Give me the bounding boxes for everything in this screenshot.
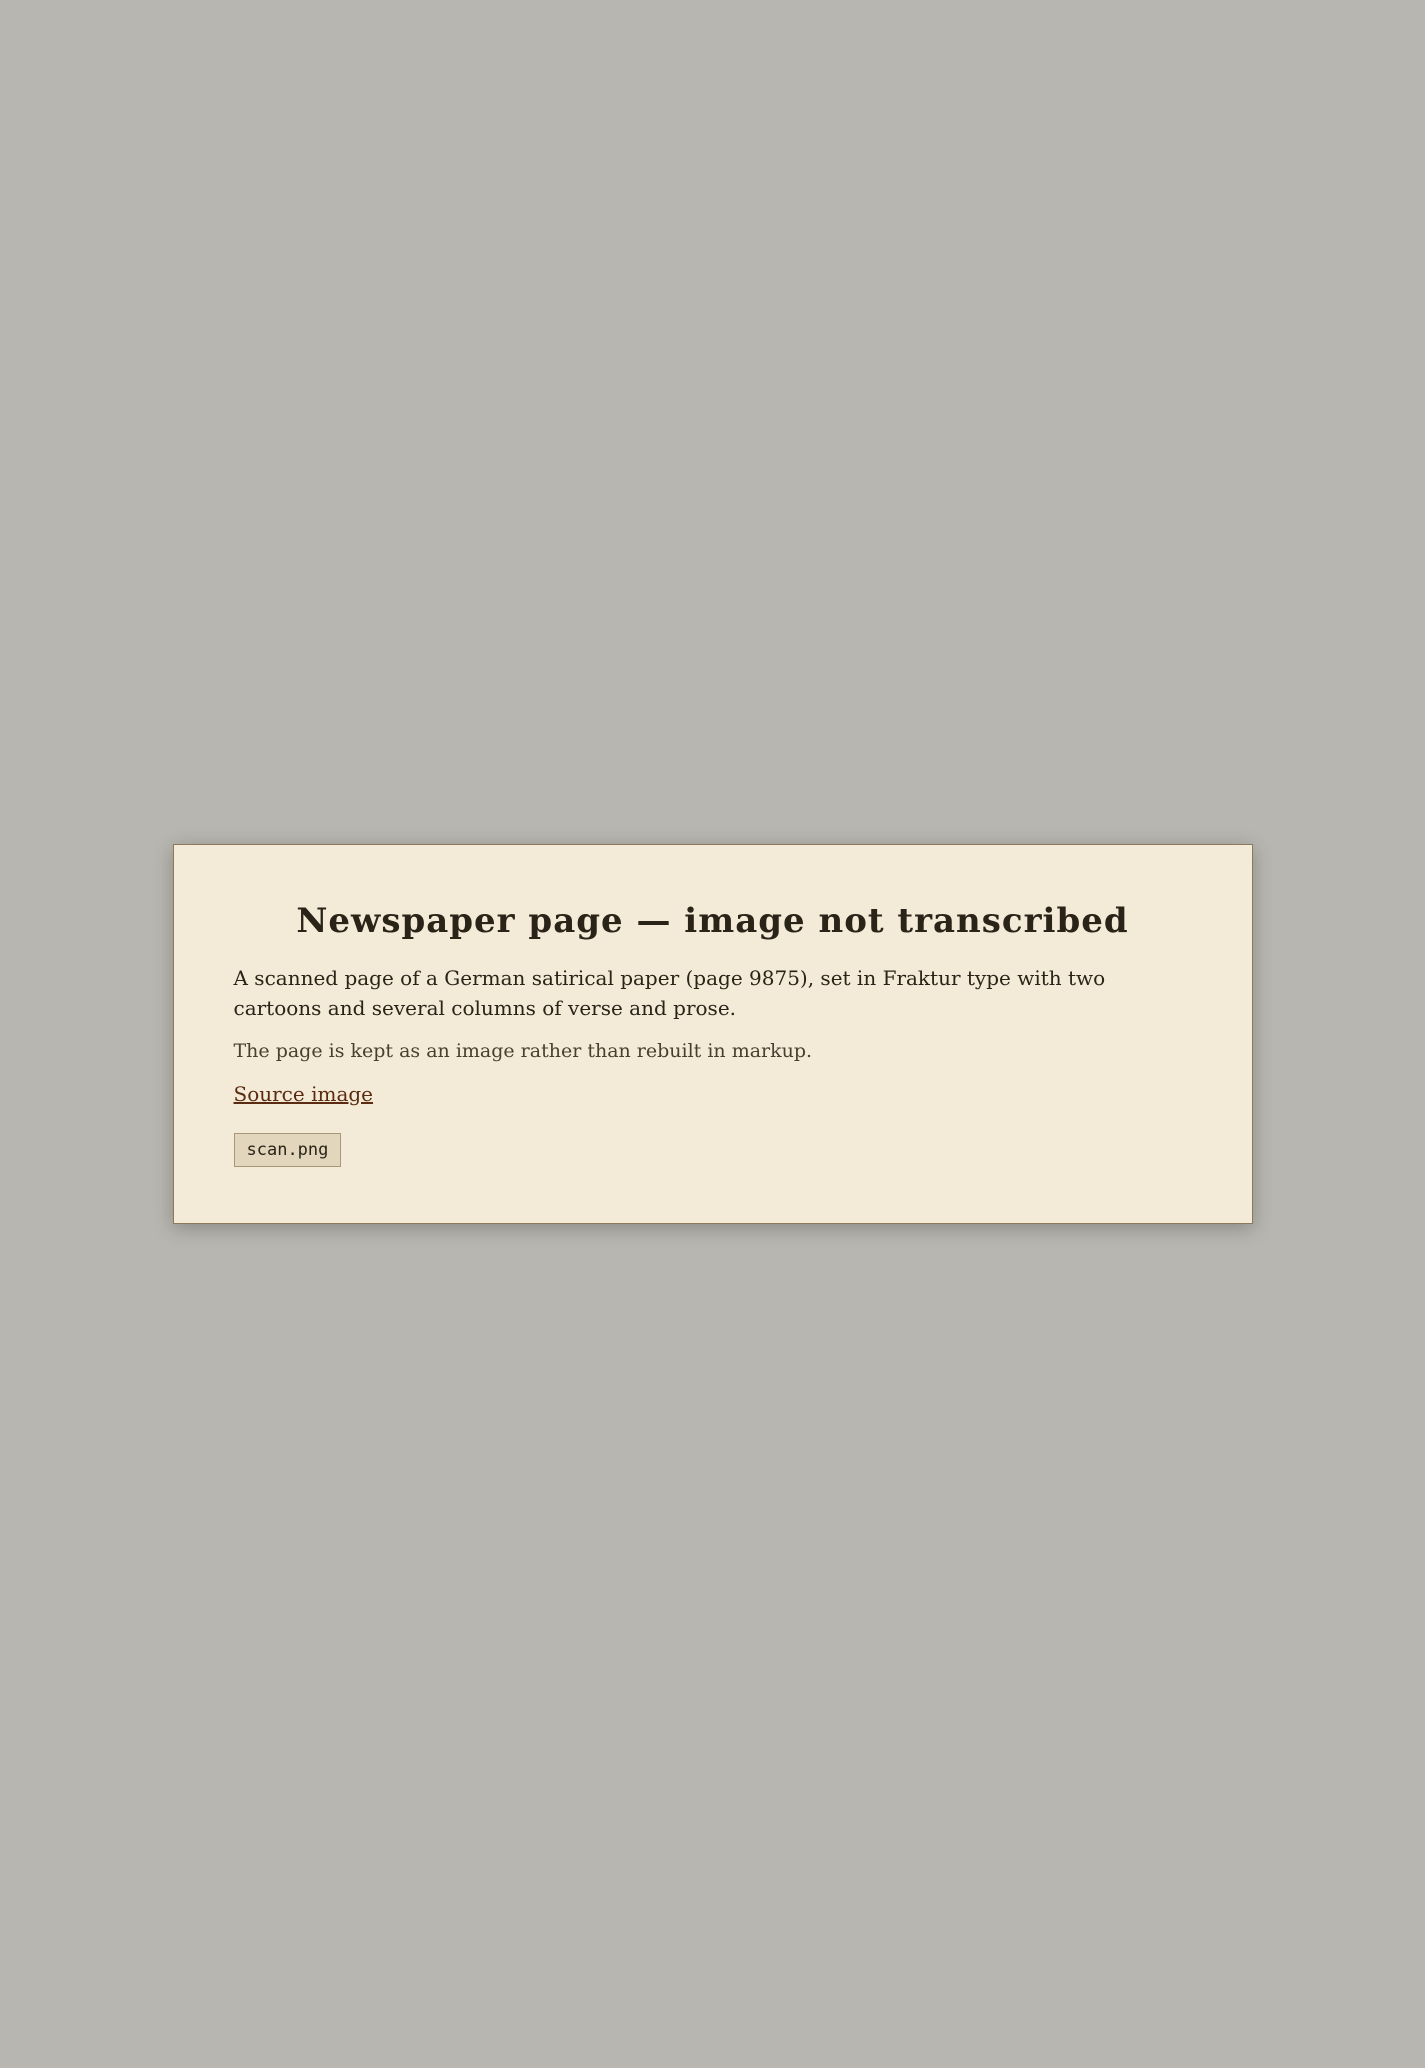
card-note: The page is kept as an image rather than rebuilt in markup. (233, 1039, 813, 1062)
source-link[interactable]: Source image (233, 1082, 374, 1107)
fallback-card (173, 844, 1253, 1225)
card-summary: A scanned page of a German satirical paper (page 9875), set in Fraktur type with two cartoons and several columns of verse and prose. (233, 965, 1106, 1020)
file-name: scan.png (234, 1133, 342, 1167)
card-title: Newspaper page — image not transcribed (296, 900, 1129, 941)
card-link-row (234, 1079, 1192, 1109)
